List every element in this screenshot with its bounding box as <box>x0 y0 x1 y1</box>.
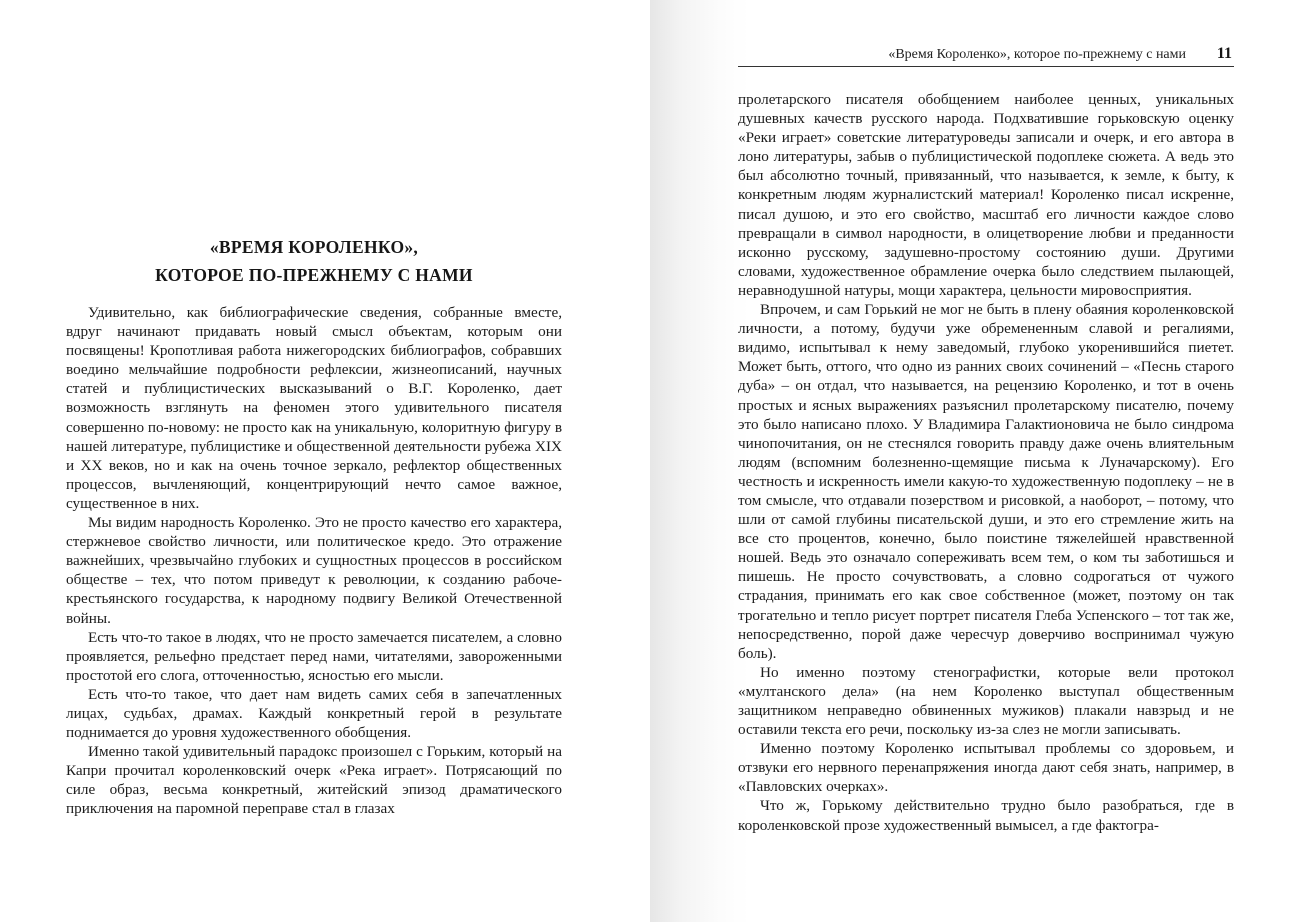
paragraph: Удивительно, как библиографические сведения, собранные вместе, вдруг начинают придавать новый смысл объектам, которым они посвящены! Кропотливая работа нижегородских библиографов, собравших воедино мельчайшие подробности рефлексии, жизнеописаний, научных статей и публицистических высказываний о В.Г. Короленко, дает возможность взглянуть на феномен этого удивительного писателя совершенно по-новому: не просто как на уникальную, колоритную фигуру в нашей литературе, публицистике и общественной деятельности рубежа XIX и XX веков, но и как на очень точное зеркало, рефлектор общественных процессов, вычленяющий, концентрирующий нечто самое важное, существенное в них. <box>66 304 562 512</box>
paragraph: Мы видим народность Короленко. Это не просто качество его характера, стержневое свойство личности, или политическое кредо. Это отражение важнейших, чрезвычайно глубоких и сущностных процессов в российском обществе – тех, что потом приведут к революции, к созданию рабоче-крестьянского государства, к народному подвигу Великой Отечественной войны. <box>66 514 562 627</box>
paragraph: Именно такой удивительный парадокс произошел с Горьким, который на Капри прочитал короленковский очерк «Река играет». Потрясающий по силе образ, весьма конкретный, житейский эпизод драматического приключения на паромной переправе стал в глазах <box>66 743 562 818</box>
paragraph: Впрочем, и сам Горький не мог не быть в плену обаяния короленковской личности, а потому, будучи уже обремененным славой и регалиями, видимо, испытывал к нему заведомый, глубоко укоренившийся пиетет. Может быть, оттого, что одно из ранних своих сочинений – «Песнь старого дуба» – он отдал, что называется, на рецензию Короленко, и тот в очень простых и ясных выражениях разъяснил пролетарскому писателю, почему это было написано плохо. У Владимира Галактионовича не было синдрома чинопочитания, он не стеснялся говорить правду даже очень влиятельным людям (вспомним болезненно-щемящие письма к Луначарскому). Его честность и искренность имели какую-то художественную подоплеку – не в том смысле, что отдавали позерством и рисовкой, а наоборот, – потому, что шли от самой глубины писательской души, и это его стремление жить на все сто процентов, конечно, было поистине тяжелейшей нравственной ношей. Ведь это означало сопереживать всем тем, о ком ты заботишься и пишешь. Не просто сочувствовать, а словно содрогаться от чужого страдания, принимать его как свое собственное (может, поэтому он так трогательно и тепло рисует портрет писателя Глеба Успенского – тот так же, непосредственно, порой даже чересчур доверчиво воспринимал чужую боль). <box>738 301 1234 662</box>
right-page <box>650 0 1300 922</box>
chapter-title-line-1: «ВРЕМЯ КОРОЛЕНКО», <box>209 237 419 257</box>
page-number: 11 <box>1216 45 1232 62</box>
paragraph: Есть что-то такое в людях, что не просто замечается писателем, а словно проявляется, рельефно предстает перед нами, читателями, завороженными простотой его слога, отточенностью, ясностью его мысли. <box>66 628 562 684</box>
chapter-title-line-2: КОТОРОЕ ПО-ПРЕЖНЕМУ С НАМИ <box>155 265 473 285</box>
running-header <box>738 44 1234 67</box>
left-page-body <box>66 303 562 819</box>
paragraph: Есть что-то такое, что дает нам видеть самих себя в запечатленных лицах, судьбах, драмах. Каждый конкретный герой в результате поднимается до уровня художественного обобщения. <box>66 685 562 742</box>
paragraph: Именно поэтому Короленко испытывал проблемы со здоровьем, и отзвуки его нервного перенапряжения иногда дают себя знать, например, в «Павловских очерках». <box>738 740 1234 796</box>
right-page-body <box>738 90 1234 835</box>
paragraph: Но именно поэтому стенографистки, которые вели протокол «мултанского дела» (на нем Короленко выступал общественным защитником неправедно обвиненных мужиков) плакали навзрыд и не оставили текста его речи, поскольку из-за слез не могли записывать. <box>738 663 1234 739</box>
paragraph: Что ж, Горькому действительно трудно было разобраться, где в короленковской прозе художественный вымысел, а где фактогра- <box>738 797 1234 834</box>
continued-paragraph: пролетарского писателя обобщением наиболее ценных, уникальных душевных качеств русского народа. Подхватившие горьковскую оценку «Реки играет» советские литературоведы записали и очерк, и его автора в лоно литературы, забыв о публицистической подоплеке сюжета. А ведь это был абсолютно точный, привязанный, что называется, к земле, к быту, к конкретным людям журналистский материал! Короленко писал искренне, писал душою, и это его свойство, масштаб его личности каждое слово превращали в символ народности, в олицетворение любви и преданности исконно русскому, задушевно-простому состоянию души. Другими словами, художественное обрамление очерка было следствием пылающей, неравнодушной натуры, мощи характера, цельности мировосприятия. <box>738 91 1234 299</box>
running-title: «Время Короленко», которое по-прежнему с нами <box>888 47 1186 62</box>
chapter-title <box>66 233 562 289</box>
